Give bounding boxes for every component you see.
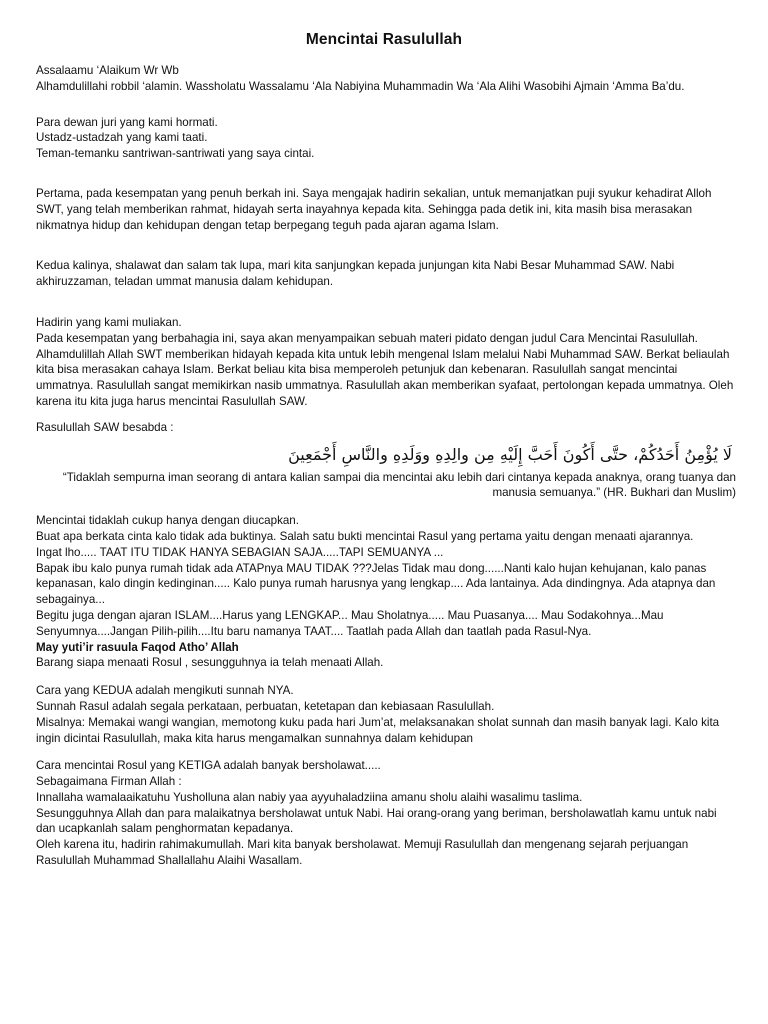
page-title: Mencintai Rasulullah <box>305 31 463 48</box>
paragraph-hadirin: Hadirin yang kami muliakan. Pada kesempatan yang berbahagia ini, saya akan menyampaikan sebuah materi pidato dengan judul Cara Mencintai Rasulullah. Alhamdulillah Allah SWT memberikan hidayah kepada kita untuk lebih mengenal Islam melalui Nabi Muhammad SAW. Berkat beliaulah kita bisa merasakan cahaya Islam. Berkat beliau kita bisa memperoleh petunjuk dan kebenaran. Rasulullah sangat mencintai ummatnya. Rasulullah sangat memikirkan nasib ummatnya. Rasulullah akan memberikan syafaat, pertolongan kepada ummatnya. Oleh karena itu kita juga harus mencintai Rasulullah SAW. <box>36 315 734 408</box>
verse-transliteration: May yuti’ir rasuula Faqod Atho’ Allah <box>36 640 239 654</box>
paragraph-mencintai: Mencintai tidaklah cukup hanya dengan diucapkan. Buat apa berkata cinta kalo tidak ada buktinya. Salah satu bukti mencintai Rasul yang pertama yaitu dengan menaati ajarannya. Ingat lho..... TAAT ITU TIDAK HANYA SEBAGIAN SAJA.....TAPI SEMUANYA ... Bapak ibu kalo punya rumah tidak ada ATAPnya MAU TIDAK ???Jelas Tidak mau dong......Nanti kalo hujan kehujanan, kalo panas kepanasan, kalo dingin kedinginan..... Kalo punya rumah harusnya yang lengkap.... Ada lantainya. Ada dindingnya. Ada atapnya dan sebagainya... Begitu juga dengan ajaran ISLAM....Harus yang LENGKAP... Mau Sholatnya..... Mau Puasanya.... Mau Sodakohnya...Mau Senyumnya....Jangan Pilih-pilih....Itu baru namanya TAAT.... Taatlah pada Allah dan taatlah pada Rasul-Nya. <box>36 514 716 638</box>
paragraph-kedua: Kedua kalinya, shalawat dan salam tak lupa, mari kita sanjungkan kepada junjungan kita Nabi Besar Muhammad SAW. Nabi akhiruzzaman, teladan ummat manusia dalam kehidupan. <box>36 259 675 289</box>
paragraph-cara-kedua: Cara yang KEDUA adalah mengikuti sunnah NYA. Sunnah Rasul adalah segala perkataan, perbuatan, ketetapan dan kebiasaan Rasulullah. Misalnya: Memakai wangi wangian, memotong kuku pada hari Jum’at, melaksanakan sholat sunnah dan masih banyak lagi. Kalo kita ingin dicintai Rasulullah, maka kita harus mengamalkan sunnahnya dalam kehidupan <box>36 684 720 745</box>
hadith-arabic-text: لَا يُؤْمِنُ أَحَدُكُمْ، حتَّى أَكُونَ أَحَبَّ إِلَيْهِ مِن والِدِهِ ووَلَدِهِ والنَّاسِ أَجْمَعِينَ <box>288 444 732 464</box>
speech-body <box>36 63 736 869</box>
opening-greeting: Assalaamu ‘Alaikum Wr Wb Alhamdulillahi robbil ‘alamin. Wassholatu Wassalamu ‘Ala Nabiyina Muhammadin Wa ‘Ala Alihi Wasobihi Ajmain ‘Amma Ba’du. <box>36 64 685 93</box>
paragraph-cara-ketiga: Cara mencintai Rosul yang KETIGA adalah banyak bersholawat..... Sebagaimana Firman Allah : Innallaha wamalaaikatuhu Yusholluna alan nabiy yaa ayyuhaladziina amanu sholu alaihi wasalimu taslima. Sesungguhnya Allah dan para malaikatnya bersholawat untuk Nabi. Hai orang-orang yang beriman, bersholawatlah kamu untuk nabi dan ucapkanlah salam penghormatan kepadanya. Oleh karena itu, hadirin rahimakumullah. Mari kita banyak bersholawat. Memuji Rasulullah dan mengenang sejarah perjuangan Rasulullah Muhammad Shallallahu Alaihi Wasallam. <box>36 759 717 868</box>
hadith-translation: “Tidaklah sempurna iman seorang di antara kalian sampai dia mencintai aku lebih dari cintanya kepada anaknya, orang tuanya dan manusia semuanya.” (HR. Bukhari dan Muslim) <box>62 470 736 500</box>
audience-salutation: Para dewan juri yang kami hormati. Ustadz-ustadzah yang kami taati. Teman-temanku santriwan-santriwati yang saya cintai. <box>36 115 315 161</box>
verse-meaning: Barang siapa menaati Rosul , sesungguhnya ia telah menaati Allah. <box>36 656 384 670</box>
hadith-intro: Rasulullah SAW besabda : <box>36 420 174 434</box>
paragraph-pertama: Pertama, pada kesempatan yang penuh berkah ini. Saya mengajak hadirin sekalian, untuk memanjatkan puji syukur kehadirat Alloh SWT, yang telah memberikan rahmat, hidayah serta inayahnya kepada kita. Sehingga pada detik ini, kita masih bisa merasakan nikmatnya hidup dan kehidupan dengan tetap berpegang teguh pada ajaran agama Islam. <box>36 186 712 232</box>
